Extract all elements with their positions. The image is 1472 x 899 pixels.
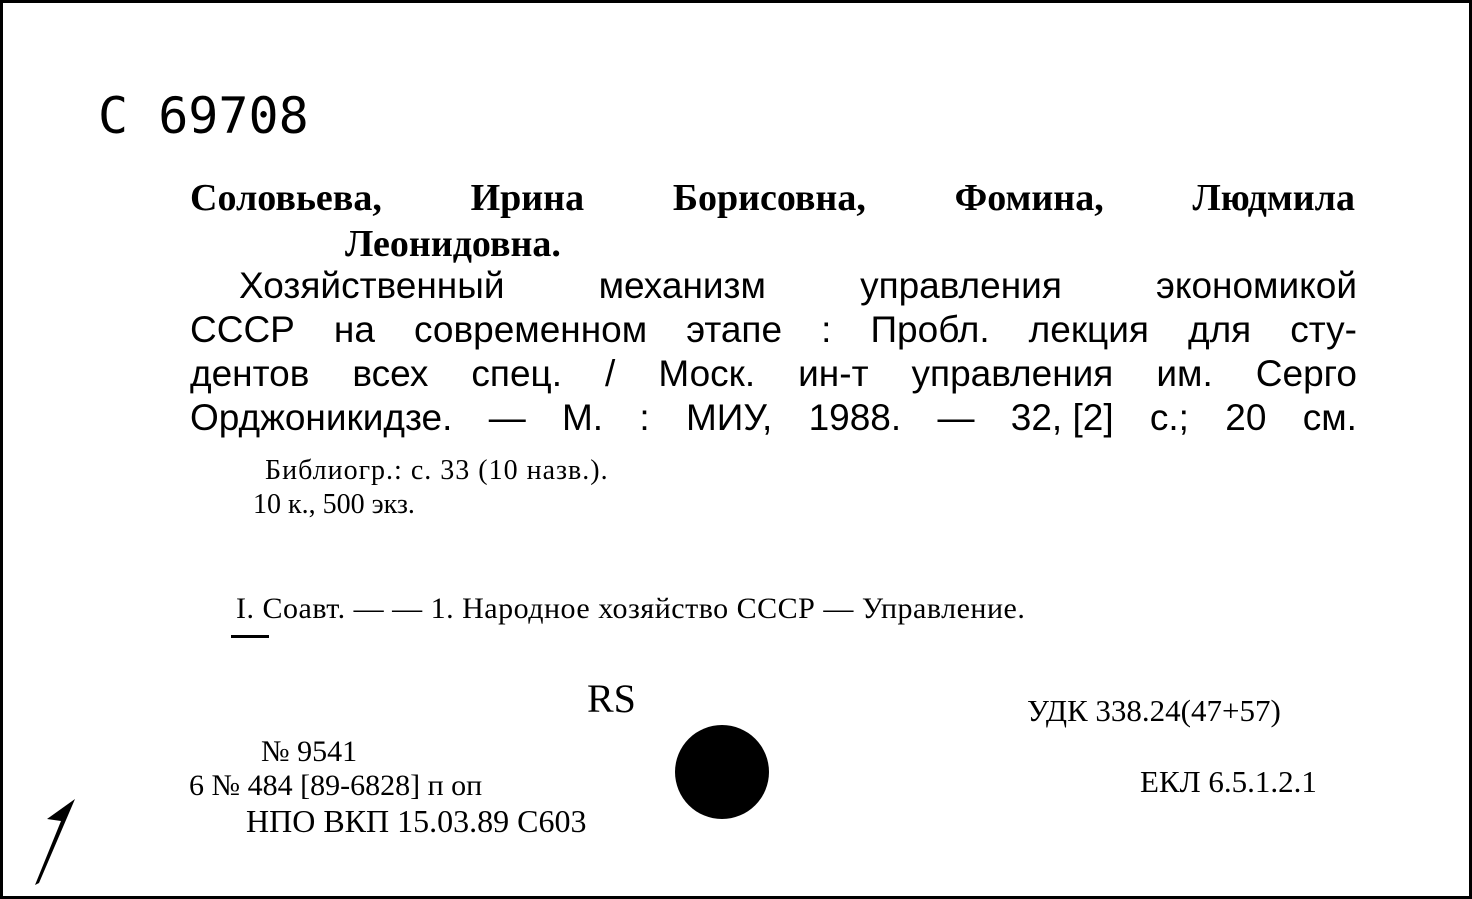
bibliography-note: Библиогр.: с. 33 (10 назв.). xyxy=(265,455,609,486)
title-word: Пробл. xyxy=(870,309,990,350)
author-word: Фомина, xyxy=(954,177,1104,219)
title-word: МИУ, xyxy=(685,397,773,438)
title-word: — xyxy=(488,397,526,438)
title-word: с.; xyxy=(1149,397,1189,438)
title-line-2 xyxy=(190,311,1357,348)
title-word: 20 xyxy=(1225,397,1267,438)
author-word: Соловьева, xyxy=(190,177,382,219)
author-word: Борисовна, xyxy=(672,177,866,219)
title-line-3 xyxy=(190,355,1357,392)
title-word: на xyxy=(333,309,375,350)
title-word: 32, [2] xyxy=(1010,397,1114,438)
title-word: / xyxy=(605,353,616,394)
title-word: экономикой xyxy=(1155,265,1357,306)
print-line: 6 № 484 [89-6828] п оп xyxy=(189,769,483,802)
order-number: № 9541 xyxy=(261,735,358,768)
title-word: спец. xyxy=(471,353,563,394)
price-copies-note: 10 к., 500 экз. xyxy=(253,489,415,520)
title-word: ин-т xyxy=(798,353,869,394)
punch-hole xyxy=(675,725,769,819)
ekl-code: ЕКЛ 6.5.1.2.1 xyxy=(1140,764,1317,799)
title-word: : xyxy=(639,397,650,438)
title-word: Серго xyxy=(1255,353,1357,394)
handwritten-mark xyxy=(29,791,89,891)
title-word: лекция xyxy=(1028,309,1149,350)
title-word: им. xyxy=(1156,353,1213,394)
title-word: механизм xyxy=(598,265,766,306)
title-word: М. xyxy=(561,397,604,438)
rs-mark: RS xyxy=(587,676,636,721)
title-word: СССР xyxy=(190,309,295,350)
title-line-1 xyxy=(239,267,1357,304)
udk-code: УДК 338.24(47+57) xyxy=(1027,693,1281,728)
call-number: С 69708 xyxy=(98,87,309,145)
title-word: управления xyxy=(860,265,1062,306)
title-word: этапе xyxy=(686,309,783,350)
title-word: всех xyxy=(352,353,429,394)
title-word: дентов xyxy=(190,353,310,394)
title-word: см. xyxy=(1302,397,1357,438)
title-word: Хозяйственный xyxy=(239,265,505,306)
title-word: — xyxy=(937,397,975,438)
title-word: для xyxy=(1187,309,1252,350)
author-word: Людмила xyxy=(1192,177,1355,219)
title-word: Моск. xyxy=(658,353,756,394)
authors-line-1 xyxy=(190,179,1355,217)
publisher-line: НПО ВКП 15.03.89 С603 xyxy=(246,803,587,839)
title-line-4 xyxy=(190,399,1357,436)
title-word: сту- xyxy=(1290,309,1357,350)
title-word: : xyxy=(821,309,832,350)
title-word: 1988. xyxy=(808,397,902,438)
title-word: управления xyxy=(911,353,1114,394)
handwritten-stroke-icon xyxy=(29,791,89,891)
tracing-underline xyxy=(231,635,269,638)
authors-line-2: Леонидовна. xyxy=(345,223,561,265)
author-word: Ирина xyxy=(470,177,585,219)
title-word: Орджоникидзе. xyxy=(190,397,453,438)
tracing: I. Соавт. — — 1. Народное хозяйство СССР — Управление. xyxy=(236,592,1026,625)
title-word: современном xyxy=(413,309,648,350)
